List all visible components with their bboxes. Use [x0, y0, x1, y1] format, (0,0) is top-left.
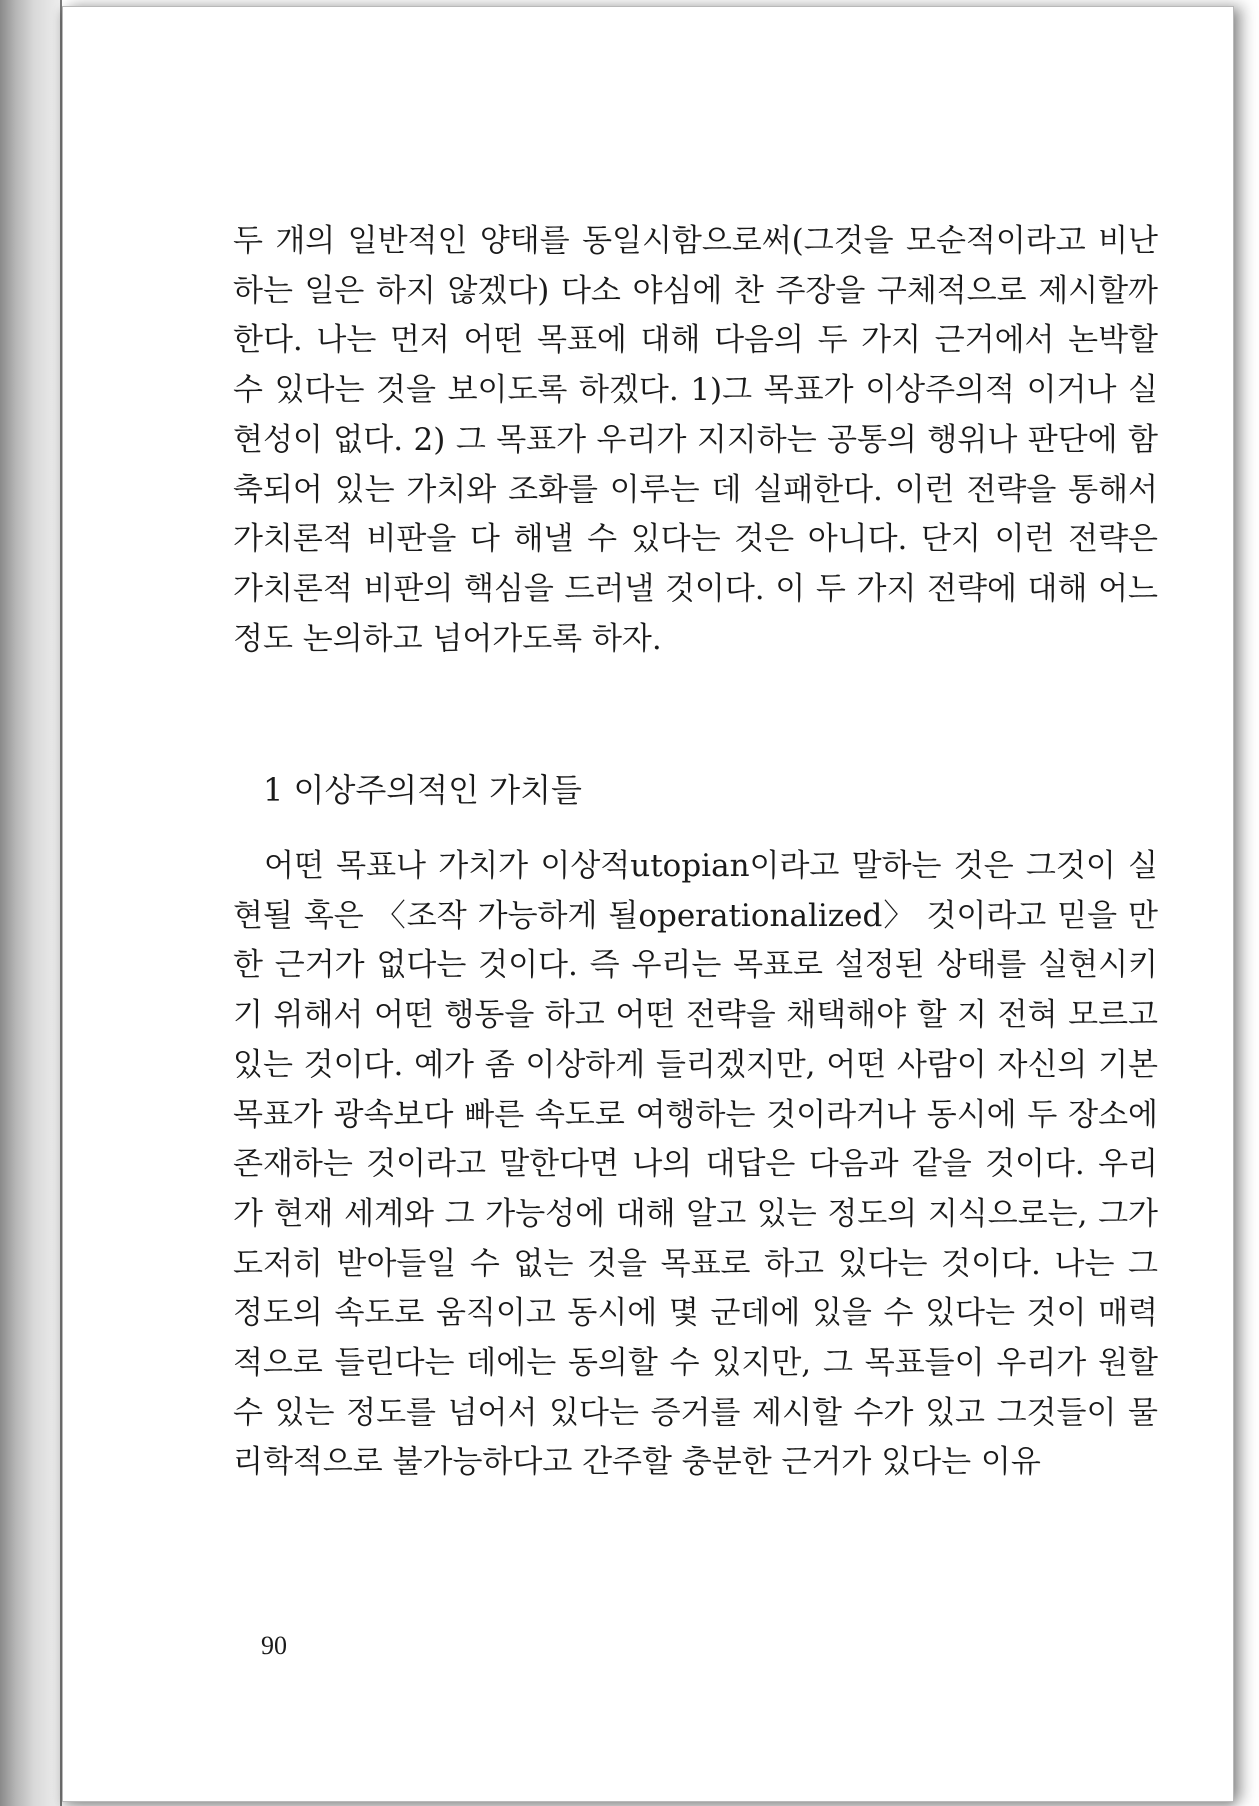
paragraph: 두 개의 일반적인 양태를 동일시함으로써(그것을 모순적이라고 비난하는 일은 하지 않겠다) 다소 야심에 찬 주장을 구체적으로 제시할까 한다. 나는 먼저 어떤 목표에 대해 다음의 두 가지 근거에서 논박할 수 있다는 것을 보이도록 하겠다. 1)그 목표가 이상주의적 이거나 실현성이 없다. 2) 그 목표가 우리가 지지하는 공통의 행위나 판단에 함축되어 있는 가치와 조화를 이루는 데 실패한다. 이런 전략을 통해서 가치론적 비판을 다 해낼 수 있다는 것은 아니다. 단지 이런 전략은 가치론적 비판의 핵심을 드러낼 것이다. 이 두 가지 전략에 대해 어느 정도 논의하고 넘어가도록 하자. [233, 223, 1158, 657]
book-page [62, 6, 1234, 1802]
page-number: 90 [261, 1631, 287, 1660]
section-heading: 1 이상주의적인 가치들 [263, 771, 582, 809]
body-text-block-2 [233, 842, 1158, 1488]
book-spine-edge [0, 0, 62, 1806]
body-text-block-1 [233, 217, 1158, 664]
paragraph: 어떤 목표나 가치가 이상적utopian이라고 말하는 것은 그것이 실현될 혹은 〈조작 가능하게 될operationalized〉 것이라고 믿을 만한 근거가 없다는 것이다. 즉 우리는 목표로 설정된 상태를 실현시키기 위해서 어떤 행동을 하고 어떤 전략을 채택해야 할 지 전혀 모르고 있는 것이다. 예가 좀 이상하게 들리겠지만, 어떤 사람이 자신의 기본 목표가 광속보다 빠른 속도로 여행하는 것이라거나 동시에 두 장소에 존재하는 것이라고 말한다면 나의 대답은 다음과 같을 것이다. 우리가 현재 세계와 그 가능성에 대해 알고 있는 정도의 지식으로는, 그가 도저히 받아들일 수 없는 것을 목표로 하고 있다는 것이다. 나는 그 정도의 속도로 움직이고 동시에 몇 군데에 있을 수 있다는 것이 매력적으로 들린다는 데에는 동의할 수 있지만, 그 목표들이 우리가 원할 수 있는 정도를 넘어서 있다는 증거를 제시할 수가 있고 그것들이 물리학적으로 불가능하다고 간주할 충분한 근거가 있다는 이유 [233, 848, 1158, 1481]
